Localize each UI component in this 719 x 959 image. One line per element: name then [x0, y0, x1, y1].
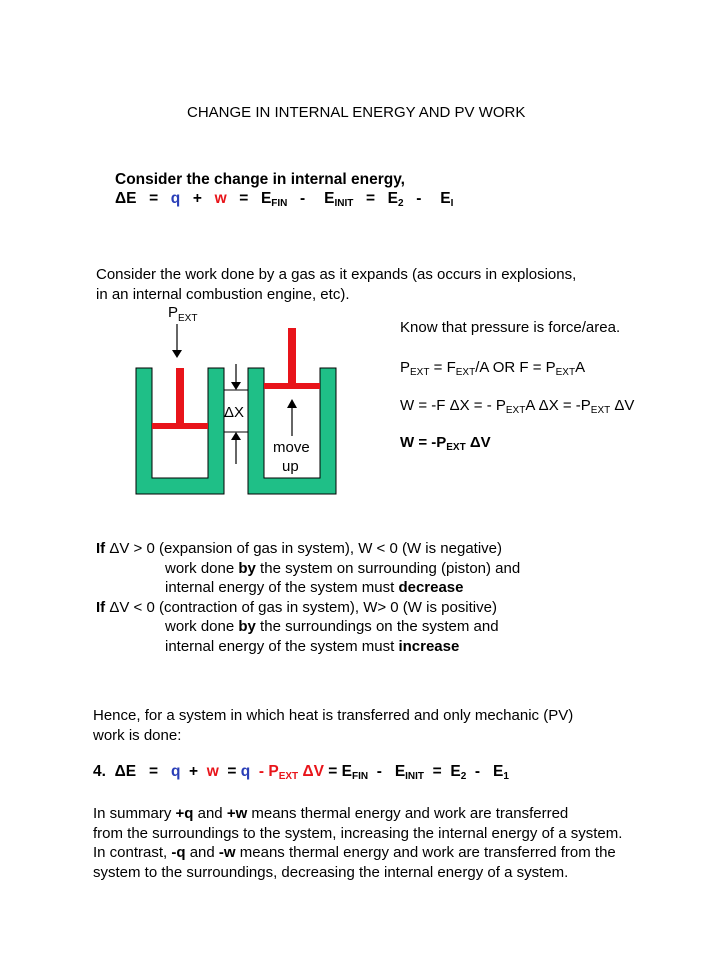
pext-label: $P_{EXT}$ [168, 304, 198, 324]
work-derivation: W = -F ΔX = - $P_{EXT}A$ $\Delta X = -P_{EXT}$ ΔV [400, 397, 635, 416]
summary-paragraph: In summary +q and +w means thermal energy and work are transferred from the surroundings to the system, increasing the internal energy of a system. In contrast, -q and -w means thermal energy and work are transferred from the system to the surroundings, decreasing the internal energy of a system. [93, 805, 623, 881]
condition-expansion: If ΔV > 0 (expansion of gas in system), W < 0 (W is negative) [96, 540, 503, 557]
dx-arrowhead-top [231, 382, 241, 390]
intro-line: Consider the change in internal energy, [115, 171, 405, 188]
move-label: move [273, 439, 310, 456]
internal-energy-equation: $\Delta E = q + w = E_{FIN}$ - $E_{INIT} = E_2$ - $E_I$ [115, 190, 454, 209]
move-up-arrowhead [287, 399, 297, 408]
pressure-arrowhead [172, 350, 182, 358]
left-piston-plate [152, 423, 208, 429]
up-label: up [282, 458, 299, 475]
right-piston-plate [264, 383, 320, 389]
force-relation: $P_{EXT} = F_{EXT}/A$ OR $F = P_{EXT}A$ [400, 359, 586, 378]
conditions-block: If ΔV > 0 (expansion of gas in system), W < 0 (W is negative) work done by the system on surrounding (piston) and internal energy of the system must decrease If ΔV < 0 (contraction of gas in system), W> 0 (W is positive) work done by the surroundings on the system and internal energy of the system must increase [96, 540, 521, 655]
work-formula: $W = -P_{EXT}$ ΔV [400, 434, 491, 453]
equation-4: 4. ΔE = $q + w = q - P_{EXT}$ $\Delta V = E_{FIN}$ - $E_{INIT} = E_2$ - $E_1$ [93, 763, 509, 782]
hence-paragraph: Hence, for a system in which heat is transferred and only mechanic (PV) work is done: [93, 707, 574, 744]
page-title: CHANGE IN INTERNAL ENERGY AND PV WORK [187, 104, 526, 121]
delta-x-label: ΔX [224, 404, 245, 421]
piston-diagram [126, 300, 366, 500]
right-piston-rod [288, 328, 296, 383]
pressure-definition: Know that pressure is force/area. [400, 319, 621, 336]
work-intro: Consider the work done by a gas as it expands (as occurs in explosions, in an internal combustion engine, etc). [96, 266, 577, 303]
left-piston-rod [176, 368, 184, 423]
condition-contraction: If ΔV < 0 (contraction of gas in system), W> 0 (W is positive) [96, 598, 497, 616]
dx-arrowhead-bottom [231, 432, 241, 440]
